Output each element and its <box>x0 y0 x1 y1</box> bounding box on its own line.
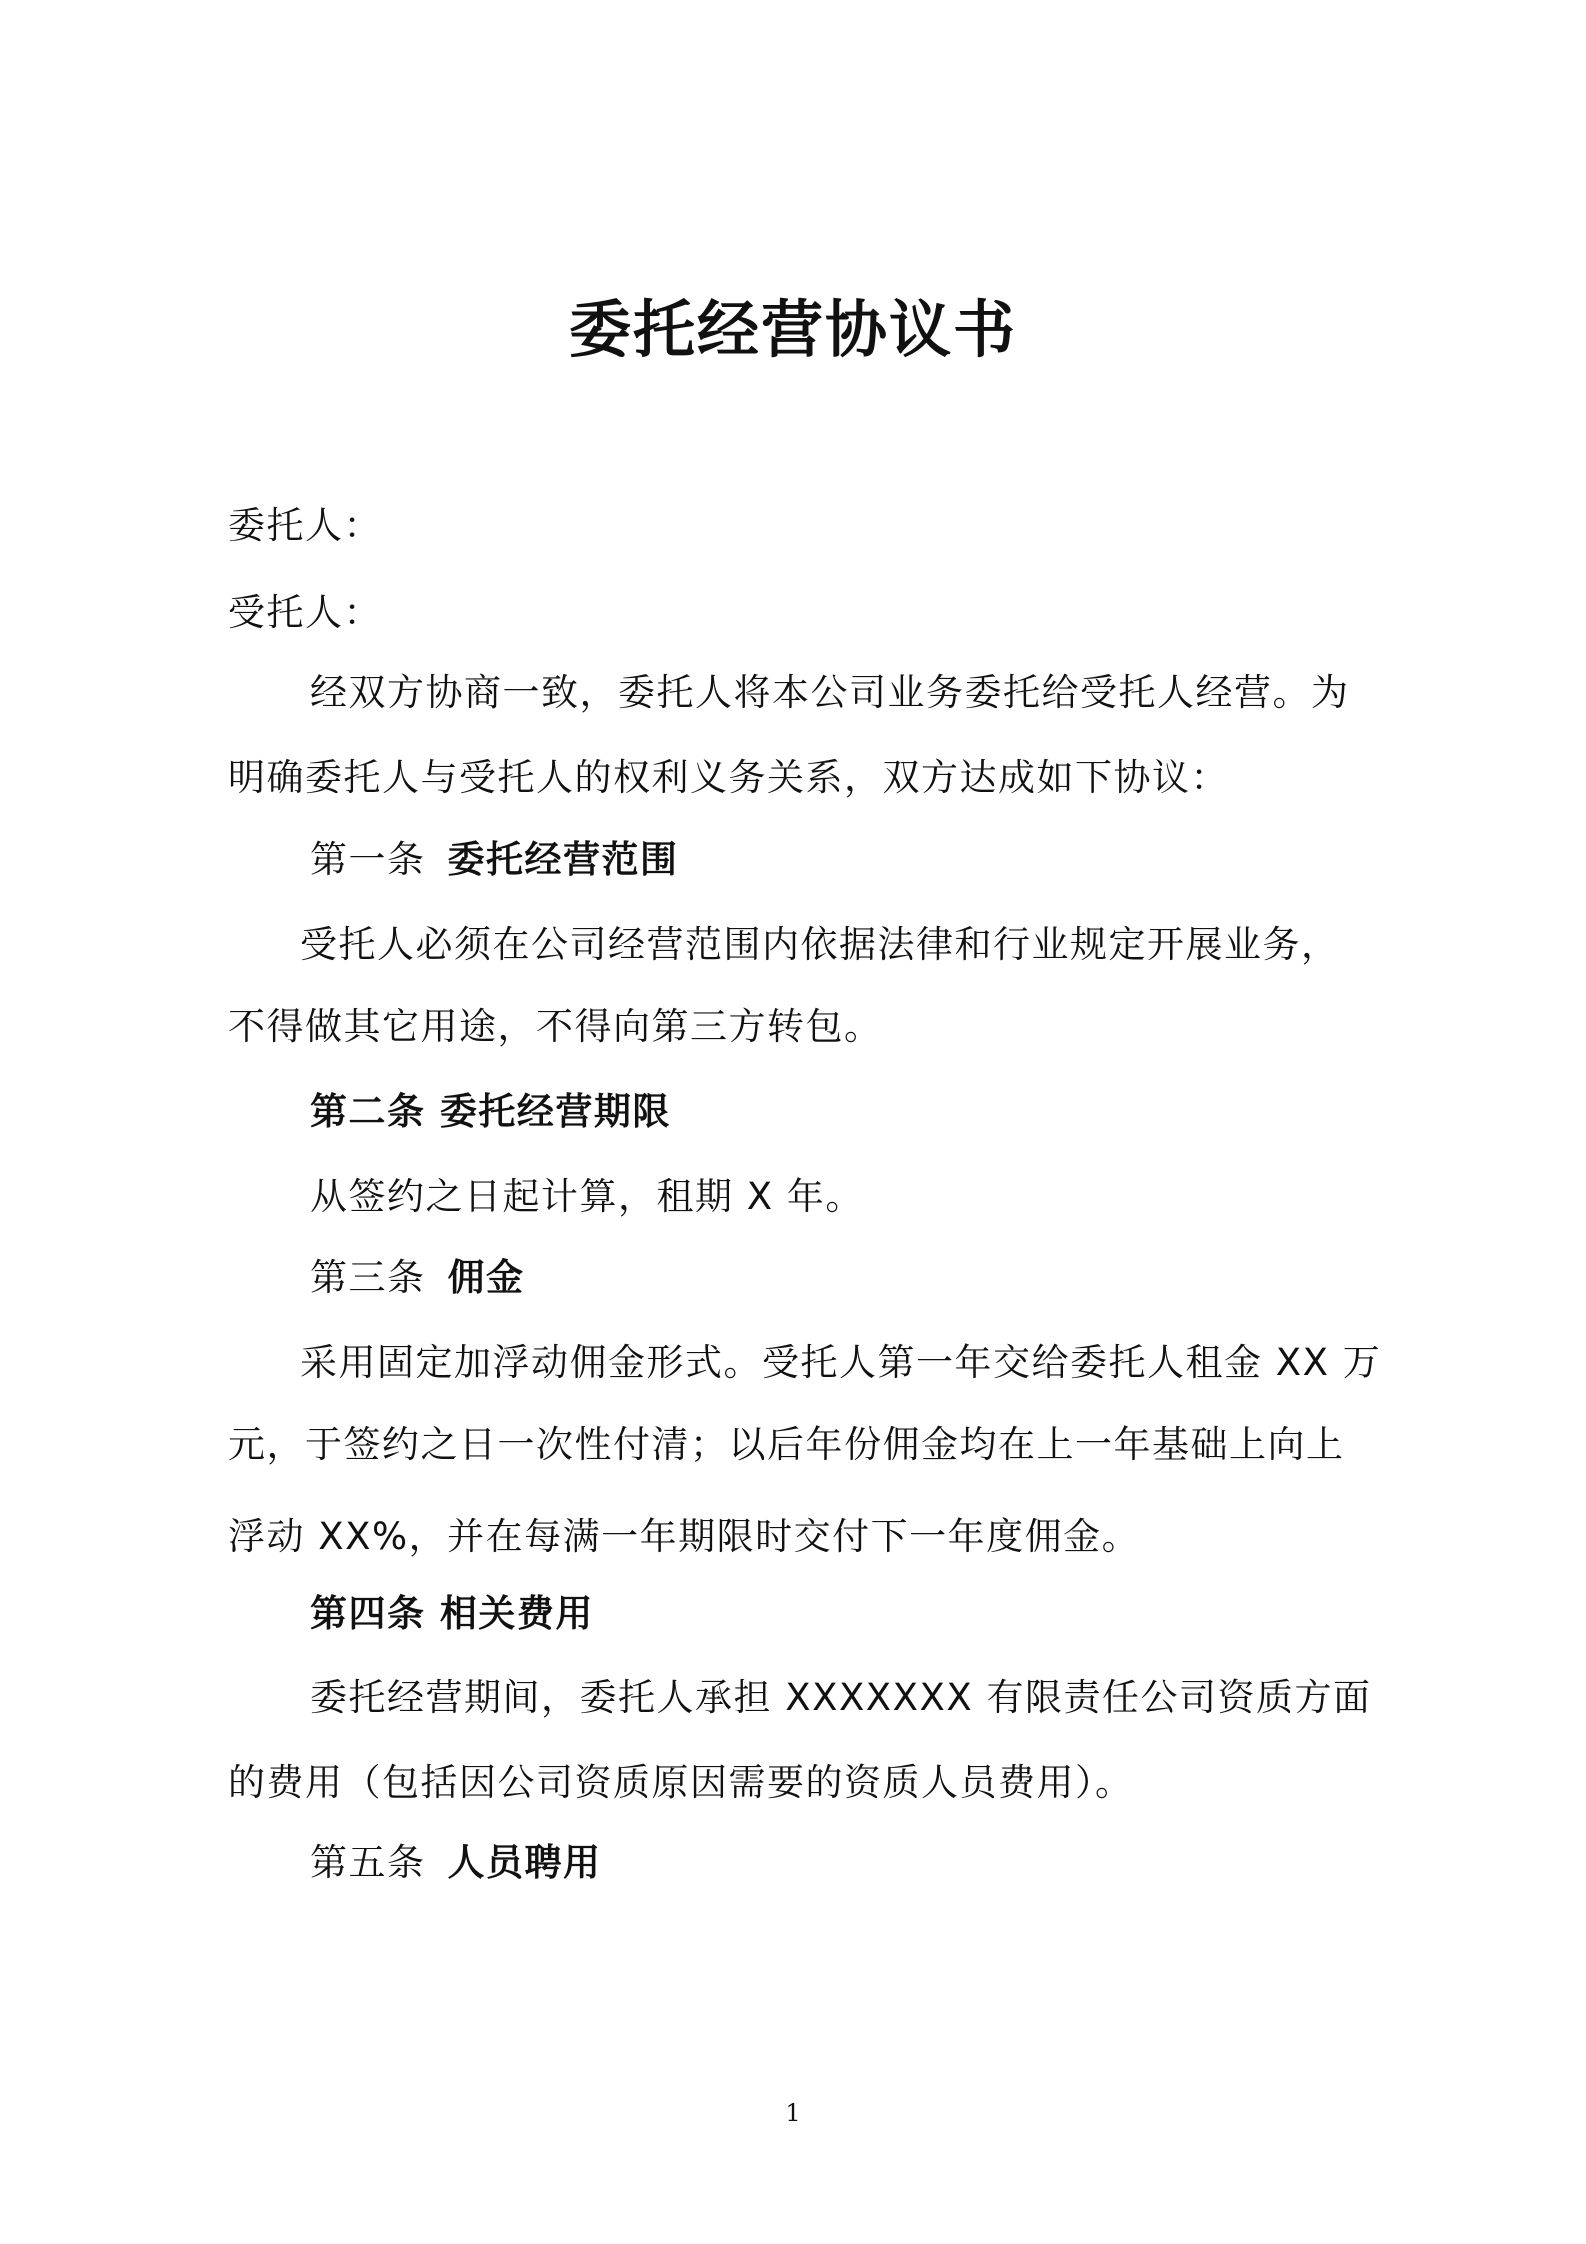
article-4-number: 第四条 <box>310 1592 426 1635</box>
article-5-title <box>310 1837 602 1889</box>
article-1-heading: 委托经营范围 <box>447 838 679 881</box>
article-1-line-2: 不得做其它用途，不得向第三方转包。 <box>228 1005 883 1048</box>
article-3-line-2: 元，于签约之日一次性付清；以后年份佣金均在上一年基础上向上 <box>228 1423 1345 1466</box>
article-2-title <box>310 1086 671 1138</box>
agent-label: 受托人： <box>228 591 382 634</box>
principal-label: 委托人： <box>228 504 382 547</box>
article-2-line-1: 从签约之日起计算，租期 X 年。 <box>310 1175 864 1218</box>
article-4-title <box>310 1588 594 1640</box>
article-5-heading: 人员聘用 <box>447 1841 602 1884</box>
article-4-heading: 相关费用 <box>439 1592 594 1635</box>
intro-line-2: 明确委托人与受托人的权利义务关系，双方达成如下协议： <box>228 756 1229 799</box>
article-4-line-1: 委托经营期间，委托人承担 XXXXXXX 有限责任公司资质方面 <box>310 1676 1372 1719</box>
article-1-title <box>310 834 679 886</box>
article-1-line-1: 受托人必须在公司经营范围内依据法律和行业规定开展业务， <box>300 923 1340 966</box>
intro-line-1: 经双方协商一致，委托人将本公司业务委托给受托人经营。为 <box>310 671 1350 714</box>
article-2-number: 第二条 <box>310 1090 426 1133</box>
article-4-line-2: 的费用（包括因公司资质原因需要的资质人员费用）。 <box>228 1761 1134 1804</box>
article-3-line-3: 浮动 XX%，并在每满一年期限时交付下一年度佣金。 <box>228 1515 1141 1558</box>
article-2-heading: 委托经营期限 <box>439 1090 671 1133</box>
article-3-line-1: 采用固定加浮动佣金形式。受托人第一年交给委托人租金 XX 万 <box>300 1341 1382 1384</box>
article-1-number: 第一条 <box>310 838 426 881</box>
article-3-heading: 佣金 <box>447 1256 525 1299</box>
document-title: 委托经营协议书 <box>568 293 1017 366</box>
page-number: 1 <box>785 2099 801 2127</box>
article-3-title <box>310 1252 525 1304</box>
article-5-number: 第五条 <box>310 1841 426 1884</box>
article-3-number: 第三条 <box>310 1256 426 1299</box>
